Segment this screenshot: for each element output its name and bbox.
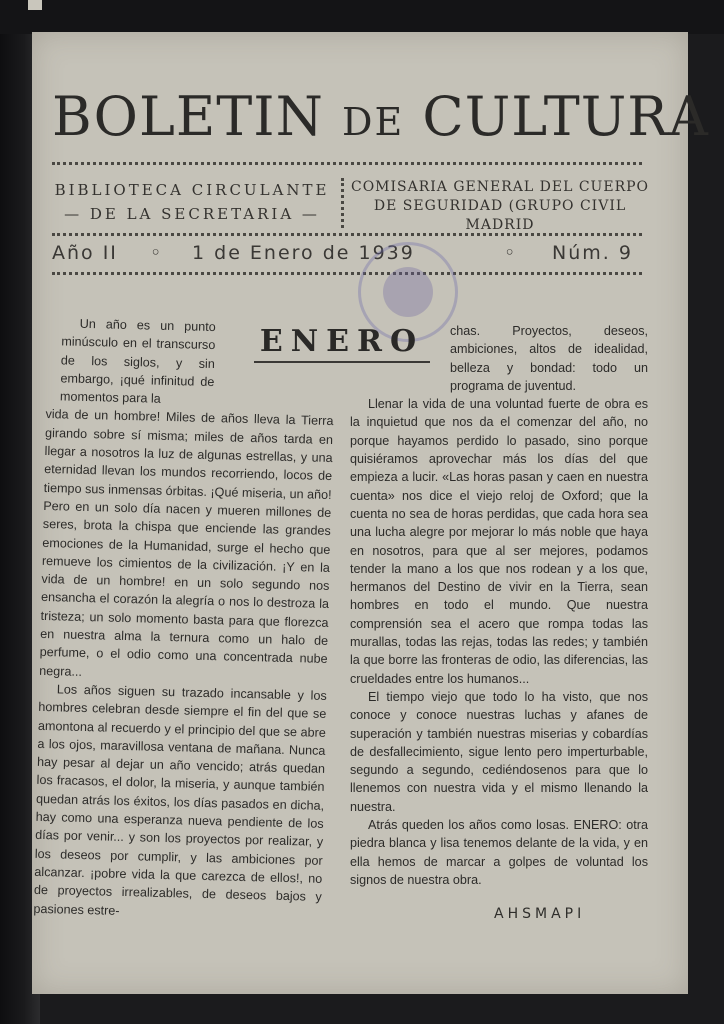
paragraph-opening: Un año es un punto minúsculo en el transcurso de los siglos, y sin embargo, ¡qué infinitud de momentos para la [59, 316, 216, 406]
separator-icon: ◦ [504, 242, 518, 264]
article-right-column [350, 322, 648, 889]
seguridad-line: DE SEGURIDAD (GRUPO CIVIL [373, 198, 627, 214]
paragraph-3: Llenar la vida de una voluntad fuerte de obra es la inquietud que nos da el comenzar del año, no porque hayamos perdido lo pasado, sino porque quisiéramos aprovechar más los días del que empieza a lucir. «Las horas pasan y caen en nuestra cuenta» nos dice el viejo reloj de Oxford; que la cuenta no sea de horas perdidas, que cada hora sea una lucha alegre por mejorar lo más noble que haya en nosotros, para que al ser mejores, podamos tender la mano a los que nos rodean y a los que, hermanos del Destino de vivir en la Tierra, sean hombres en todo el mundo. Que nuestra comprensión sea el acero que rompa todas las murallas, todas las rejas, todas las redes; y también la que borre las fronteras de odio, las diferencias, las crueldades entre los humanos... [350, 397, 648, 686]
article-headline: ENERO [254, 324, 430, 363]
dotted-rule-bottom [52, 272, 642, 275]
library-line: BIBLIOTECA CIRCULANTE [54, 181, 330, 199]
paragraph-5: Atrás queden los años como losas. ENERO: otra piedra blanca y lisa tenemos delante de la vida, y en ella hemos de marcar a golpes de voluntad los signos de nuestra obra. [350, 818, 648, 887]
paragraph-2: Los años siguen su trazado incansable y los hombres celebran desde siempre el fin del que se amontona al recuerdo y el principio del que se abre a los ojos, maravillosa ventana de mañana. Nunca hay pesar al dejar un año vencido; atrás quedan los fracasos, el dolor, la miseria, y aunque también quedan atrás los éxitos, los días pasados en dicha, hay como una esperanza nueva pendiente de los días por venir... y son los proyectos por realizar, y los deseos por cumplir, y las ambiciones por alcanzar. ¡pobre vida la que carezca de ellos!, no de proyectos irrealizables, de deseos bajos y pasiones estre- [33, 682, 327, 918]
left-column-opening [60, 314, 216, 409]
secretaria-line: — DE LA SECRETARIA — [64, 205, 320, 223]
title-word-de: DE [342, 100, 405, 144]
paper-corner [28, 0, 42, 10]
author-signature: AHSMAPI [494, 906, 586, 922]
dotted-rule-middle [52, 233, 642, 236]
comisaria-line: COMISARIA GENERAL DEL CUERPO [350, 179, 650, 195]
paragraph-1: vida de un hombre! Miles de años lleva la Tierra girando sobre sí misma; miles de años tarda en llegar a nosotros la luz de algunas estrellas, y una eternidad llevan los mundos recorriendo, locos de tiempo sus inmensas órbitas. ¡Qué miseria, un año! Pero en un solo día nacen y mueren millones de seres, brota la chispa que enciende las grandes emociones de la Humanidad, surge el hecho que remueve los cimientos de la civilización. ¡Y en la vida de un hombre! en un solo segundo nos ensancha el corazón la alegría o nos lo destroza la tristeza; un solo momento basta para que florezca en nuestra alma la ternura como un halo de perfume, o el odio como una concentrada nube negra... [39, 407, 334, 679]
issue-number: Núm. 9 [552, 242, 633, 264]
issue-date: 1 de Enero de 1939 [192, 242, 415, 264]
dotted-rule-top [52, 162, 642, 165]
masthead-right-block [350, 178, 650, 235]
title-word-cultura: CULTURA [422, 85, 709, 148]
scan-background [0, 0, 724, 34]
madrid-line: MADRID [465, 217, 535, 233]
left-column-body [33, 405, 333, 924]
masthead-title [52, 85, 709, 148]
separator-icon: ◦ [150, 242, 164, 264]
paragraph-4: El tiempo viejo que todo lo ha visto, que nos conoce y conoce nuestras luchas y afanes de superación y también nuestras miserias y cobardías de desfallecimiento, sigue lento pero imperturbable, segundo a segundo, cediéndosenos para que lo llenemos con nuestra vida y el mismo llenando la nuestra. [350, 689, 648, 814]
dotted-divider-vertical [341, 178, 344, 228]
masthead-left-block [52, 178, 332, 226]
stamp-seal-icon [383, 267, 433, 317]
bulletin-page [32, 32, 709, 994]
issue-year: Año II [52, 242, 118, 264]
paragraph-continuation: chas. Proyectos, deseos, ambiciones, altos de idealidad, belleza y bondad: todo un programa de juventud. [450, 324, 648, 393]
article-left-column [33, 314, 336, 925]
title-word-boletin: BOLETIN [52, 85, 324, 148]
